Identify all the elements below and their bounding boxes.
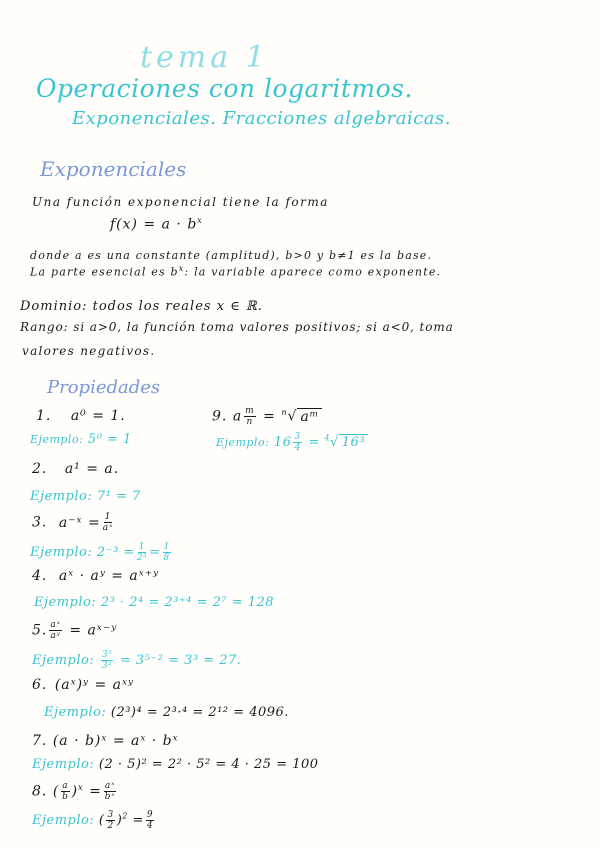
rule-result-fraction xyxy=(104,781,117,802)
rule-fraction xyxy=(61,781,69,802)
fraction-numerator: 3⁵ xyxy=(101,650,113,660)
example-label: Ejemplo: xyxy=(30,489,93,504)
exponent-fraction xyxy=(293,432,301,453)
fraction-numerator: m xyxy=(245,406,255,416)
property-number: 5. xyxy=(32,622,48,639)
fraction-numerator: 1 xyxy=(163,542,170,552)
rule-fraction xyxy=(49,620,62,641)
example-fraction-2 xyxy=(163,542,171,563)
example-expression: 5⁰ = 1 xyxy=(87,432,132,447)
exponent-fraction xyxy=(244,406,256,427)
property-3 xyxy=(32,512,115,533)
example-label: Ejemplo: xyxy=(30,433,84,446)
property-rule: a¹ = a. xyxy=(64,461,120,477)
fraction-numerator: 3 xyxy=(294,432,301,442)
topic-label: tema 1 xyxy=(140,40,269,75)
range-line-2: valores negativos. xyxy=(22,344,156,358)
section-heading: Exponenciales xyxy=(40,157,187,181)
example-label: Ejemplo: xyxy=(30,545,93,560)
rule-fraction xyxy=(103,512,114,533)
fraction-denominator: b xyxy=(62,792,69,802)
property-2 xyxy=(32,461,119,477)
example-label: Ejemplo: xyxy=(216,436,270,449)
property-rule: aˣ · aʸ = aˣ⁺ʸ xyxy=(58,568,160,584)
fraction-denominator: 2 xyxy=(107,821,114,831)
fraction-denominator: 2³ xyxy=(136,553,148,563)
property-6 xyxy=(32,677,134,693)
property-rule: (aˣ)ʸ = aˣʸ xyxy=(54,677,134,693)
example-7 xyxy=(32,757,319,772)
example-label: Ejemplo: xyxy=(32,653,95,668)
example-4 xyxy=(34,595,274,610)
radicand: 16³ xyxy=(339,434,368,450)
example-expression: 2⁻³ = xyxy=(96,545,135,560)
example-label: Ejemplo: xyxy=(44,705,107,720)
fraction-denominator: 3² xyxy=(101,661,113,671)
property-number: 7. xyxy=(32,733,48,749)
example-fraction xyxy=(101,650,113,671)
equals-sign: = xyxy=(149,545,161,560)
page-title: Operaciones con logaritmos. xyxy=(36,74,413,103)
root-index: 4 xyxy=(324,433,330,443)
property-number: 9. xyxy=(212,408,228,425)
example-label: Ejemplo: xyxy=(32,813,95,828)
example-fraction xyxy=(106,810,114,831)
property-rule: a⁰ = 1. xyxy=(70,408,126,424)
property-9: 9. a $\frac{m}{n}$ = $^n$√ aᵐ xyxy=(212,406,322,427)
property-rule: a⁻ˣ = xyxy=(58,514,101,531)
example-label: Ejemplo: xyxy=(34,595,97,610)
example-9: Ejemplo: 16 $\frac{3}{4}$ = $^4$√ 16³ xyxy=(216,432,368,453)
property-number: 1. xyxy=(36,408,52,424)
fraction-denominator: bˣ xyxy=(104,792,116,802)
example-3 xyxy=(30,542,173,563)
fraction-denominator: 4 xyxy=(294,443,301,453)
fraction-numerator: 1 xyxy=(104,512,112,522)
intro-text: Una función exponencial tiene la forma xyxy=(32,195,329,209)
example-5 xyxy=(32,650,241,671)
property-rule: = aˣ⁻ʸ xyxy=(69,622,118,639)
root-index: n xyxy=(281,407,288,417)
where-line-1: donde a es una constante (amplitud), b>0 y b≠1 es la base. xyxy=(30,249,433,262)
example-label: Ejemplo: xyxy=(32,757,95,772)
property-number: 3. xyxy=(32,514,48,531)
property-number: 2. xyxy=(32,461,48,477)
formula-text: f(x) = a · b xyxy=(110,216,198,233)
example-result-fraction xyxy=(146,810,154,831)
fraction-denominator: aʸ xyxy=(50,631,61,641)
property-1 xyxy=(36,408,126,424)
formula-exponent: x xyxy=(197,216,203,225)
example-base: 16 xyxy=(273,435,292,450)
fraction-denominator: n xyxy=(246,417,254,427)
properties-heading: Propiedades xyxy=(47,377,161,398)
example-expression: (2³)⁴ = 2³·⁴ = 2¹² = 4096. xyxy=(110,705,289,720)
example-8: Ejemplo: ( $\frac{3}{2}$ )$^2$ = $\frac{9}{4}$ xyxy=(32,810,154,831)
fraction-numerator: a xyxy=(62,781,69,791)
example-expression: 2³ · 2⁴ = 2³⁺⁴ = 2⁷ = 128 xyxy=(100,595,275,610)
example-expression: = 3⁵⁻² = 3³ = 27. xyxy=(119,653,242,668)
fraction-denominator: 8 xyxy=(163,553,170,563)
example-exponent: 2 xyxy=(122,811,128,821)
range-line-1: Rango: si a>0, la función toma valores positivos; si a<0, toma xyxy=(20,320,454,334)
property-7 xyxy=(32,733,179,749)
property-base: a xyxy=(232,408,243,425)
property-rule: (a · b)ˣ = aˣ · bˣ xyxy=(52,733,179,749)
formula xyxy=(110,216,203,233)
page-subtitle: Exponenciales. Fracciones algebraicas. xyxy=(72,108,451,129)
fraction-denominator: aˣ xyxy=(102,523,114,533)
fraction-numerator: 9 xyxy=(146,810,154,820)
fraction-numerator: aˣ xyxy=(50,620,61,630)
root-sign: √ xyxy=(287,408,298,425)
property-5 xyxy=(32,620,117,641)
example-fraction-1 xyxy=(137,542,147,563)
radicand: aᵐ xyxy=(297,408,322,425)
fraction-numerator: aˣ xyxy=(104,781,116,791)
property-8: 8. ( $\frac{a}{b}$ )$^x$ = $\frac{\text{aˣ}}{\text{bˣ}}$ xyxy=(32,781,116,802)
where-line-2-rest: : la variable aparece como exponente. xyxy=(184,265,442,279)
root-sign: √ xyxy=(329,435,339,450)
property-number: 4. xyxy=(32,568,48,584)
fraction-numerator: 1 xyxy=(138,542,146,552)
domain-line: Dominio: todos los reales x ∈ ℝ. xyxy=(20,299,263,314)
property-number: 8. xyxy=(32,783,48,800)
where-line-2-text: La parte esencial es b xyxy=(30,265,179,279)
rule-exponent: x xyxy=(78,782,84,792)
where-line-2 xyxy=(30,264,441,279)
fraction-numerator: 3 xyxy=(107,810,114,820)
example-6 xyxy=(44,705,289,720)
where-line-2-exp: x xyxy=(178,264,185,273)
fraction-denominator: 4 xyxy=(146,821,154,831)
property-4 xyxy=(32,568,159,584)
example-expression: (2 · 5)² = 2² · 5² = 4 · 25 = 100 xyxy=(98,757,319,772)
property-number: 6. xyxy=(32,677,48,693)
example-2 xyxy=(30,489,141,504)
example-expression: 7¹ = 7 xyxy=(96,489,141,504)
example-1 xyxy=(30,432,132,447)
